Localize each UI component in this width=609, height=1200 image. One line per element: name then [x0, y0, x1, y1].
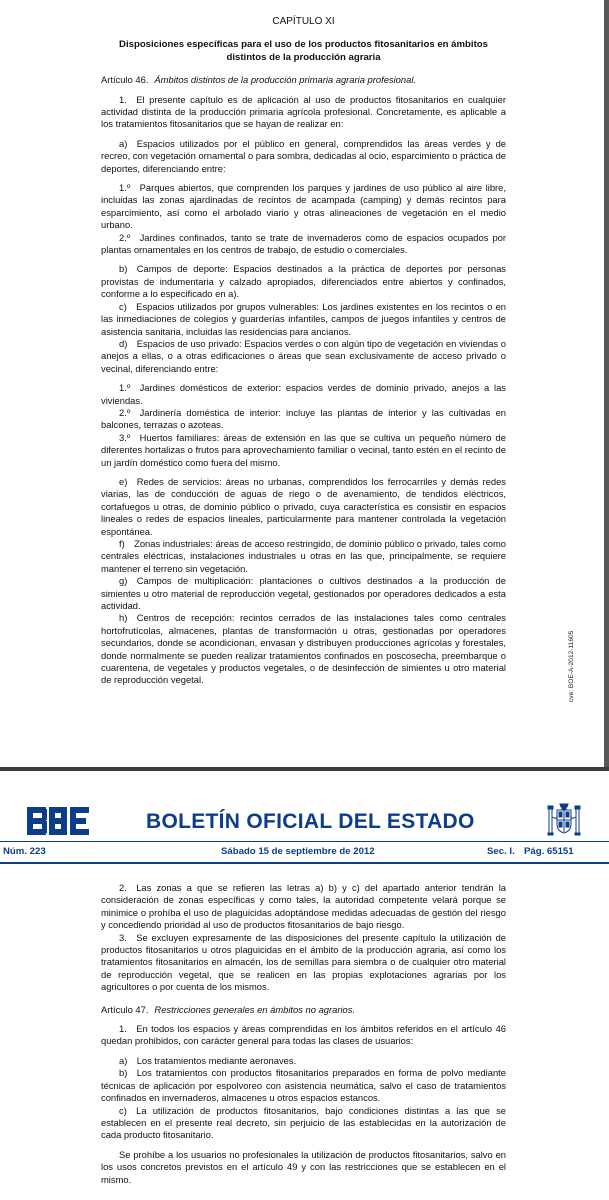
- article-47-heading: [101, 1004, 506, 1016]
- paragraph: b) Los tratamientos con productos fitosanitarios preparados en forma de polvo mediante técnicas de aplicación por espolvoreo con asistencia neumática, salvo el caso de tratamientos confinados en invernaderos, almacenes u otros espacios estancos.: [101, 1067, 506, 1104]
- header-info-bar: [0, 846, 609, 860]
- article-46-heading: [101, 74, 506, 86]
- paragraph: f) Zonas industriales: áreas de acceso restringido, de dominio público o privado, tales como centrales eléctricas, instalaciones industriales u otras en las que, principalmente, se requiere mantener el terreno sin vegetación.: [101, 538, 506, 574]
- paragraph: 1. El presente capítulo es de aplicación al uso de productos fitosanitarios en cualquier actividad distinta de la producción primaria agrícola profesional. Concretamente, es aplicable a los tratamientos fitosanitarios que se hayan de realizar en:: [101, 93, 506, 130]
- paragraph: h) Centros de recepción: recintos cerrados de las instalaciones tales como centrales hortofrutícolas, almacenes, plantas de transformación u otras, gestionadas por operadores secundarios, donde se acondicionan, envasan y distribuyen producciones agrícolas y forestales, donde normalmente se pueden realizar tratamientos confinados en poscosecha, preembarque o cuarentena, de vegetales y productos vegetales, o de desinfección de simientes u otro material de reproducción vegetal.: [101, 612, 506, 686]
- coat-of-arms-icon: [545, 801, 583, 839]
- paragraph: 1.º Jardines domésticos de exterior: espacios verdes de dominio privado, anejos a las viviendas.: [101, 382, 506, 406]
- paragraph: Se prohíbe a los usuarios no profesionales la utilización de productos fitosanitarios, salvo en los usos concretos previstos en el artículo 49 y con las restricciones que se establecen en el mismo.: [101, 1148, 506, 1185]
- paragraph: c) La utilización de productos fitosanitarios, bajo condiciones distintas a las que se establecen en el presente real decreto, sin perjuicio de las establecidas en la autorización de cada producto fitosanitario.: [101, 1104, 506, 1141]
- page-2-content: [101, 882, 506, 1186]
- paragraph: 2.º Jardinería doméstica de interior: incluye las plantas de interior y las cultivadas en balcones, terrazas o azoteas.: [101, 406, 506, 431]
- paragraph: g) Campos de multiplicación: plantaciones o cultivos destinados a la producción de simientes u otro material de reproducción vegetal, gestionados por operadores dedicados a esta actividad.: [101, 575, 506, 612]
- paragraph: e) Redes de servicios: áreas no urbanas, comprendidos los ferrocarriles y demás redes viarias, las de conducción de aguas de riego o de avenamiento, de tendidos eléctricos, cortafuegos u otras, de dominio público o privado, cuya característica es consistir en espacios lineales o redes de espacios lineales, particularmente para mantener controlada la vegetación espontánea.: [101, 475, 506, 537]
- section-title: Disposiciones específicas para el uso de los productos fitosanitarios en ámbitos distintos de la producción agraria: [119, 39, 488, 63]
- paragraph: b) Campos de deporte: Espacios destinados a la práctica de deportes por personas provistas de indumentaria y calzado apropiados, diferenciados entre abiertos y confinados, conforme a lo especificado en a).: [101, 263, 506, 300]
- article-number: Artículo 47.: [101, 1003, 149, 1015]
- paragraph: a) Los tratamientos mediante aeronaves.: [119, 1054, 297, 1066]
- paragraph: a) Espacios utilizados por el público en general, comprendidos las áreas verdes y de recreo, con vegetación ornamental o para sombra, dedicadas al ocio, esparcimiento o práctica de deportes, diferenciando entre:: [101, 137, 506, 174]
- page-shadow: [604, 0, 609, 767]
- paragraph: d) Espacios de uso privado: Espacios verdes o con algún tipo de vegetación en viviendas o anejos a ellas, o a otras edificaciones o áreas que sean exclusivamente de acceso privado o vecinal, diferenciando entre:: [101, 337, 506, 374]
- paragraph: 1. En todos los espacios y áreas comprendidas en los ámbitos referidos en el artículo 46 quedan prohibidos, con carácter general para todas las clases de usuarios:: [101, 1023, 506, 1047]
- article-title: Ámbitos distintos de la producción primaria agraria profesional.: [154, 74, 417, 86]
- paragraph: 3. Se excluyen expresamente de las disposiciones del presente capítulo la utilización de productos fitosanitarios u otros plaguicidas en el ámbito de la producción agraria, así como los tratamientos fitosanitarios en almacén, los de semillas para siembra o de cualquier otro material de reproducción vegetal, que se realicen en las propias explotaciones agrarias por los agricultores o por cuenta de los mismos.: [101, 931, 506, 993]
- article-title: Restricciones generales en ámbitos no agrarios.: [154, 1003, 356, 1015]
- section-label: Sec. I.: [487, 846, 515, 857]
- paragraph: c) Espacios utilizados por grupos vulnerables: Los jardines existentes en los recintos o en las inmediaciones de colegios y guarderías infantiles, campos de juegos infantiles y centros de asistencia sanitaria, incluidas las residencias para ancianos.: [101, 300, 506, 337]
- issue-date: Sábado 15 de septiembre de 2012: [221, 846, 375, 857]
- paragraph: 2. Las zonas a que se refieren las letras a) b) y c) del apartado anterior tendrán la consideración de zonas específicas y como tales, la autoridad competente velará porque se minimice o prohíba el uso de plaguicidas adoptándose medidas adecuadas de gestión del riesgo y concediendo prioridad al uso de productos fitosanitarios de bajo riesgo.: [101, 882, 506, 931]
- page-1-content: [101, 13, 506, 687]
- article-number: Artículo 46.: [101, 74, 149, 86]
- issue-number: Núm. 223: [3, 846, 46, 857]
- boe-logo-icon: [27, 807, 89, 835]
- header-rule-bottom: [0, 862, 609, 864]
- paragraph: 1.º Parques abiertos, que comprenden los parques y jardines de uso público al aire libre, incluidas las zonas ajardinadas de recintos de acampada (camping) y demás recintos para esparcimiento, así como el arbolado viario y otras alineaciones de vegetación en el medio urbano.: [101, 182, 506, 231]
- boe-header-title: BOLETÍN OFICIAL DEL ESTADO: [146, 810, 475, 833]
- page-number: Pág. 65151: [524, 846, 574, 857]
- cve-identifier: cve: BOE-A-2012-11605: [568, 630, 575, 702]
- chapter-heading: CAPÍTULO XI: [272, 16, 335, 27]
- header-rule-top: [0, 841, 609, 842]
- paragraph: 2.º Jardines confinados, tanto se trate de invernaderos como de espacios ocupados por plantas ornamentales en los centros de trabajo, de estudio o comerciales.: [101, 231, 506, 256]
- paragraph: 3.º Huertos familiares: áreas de extensión en las que se cultiva un pequeño número de diferentes hortalizas o frutos para aprovechamiento familiar o vecinal, tanto estén en el recinto de un jardín doméstico como fuera del mismo.: [101, 431, 506, 468]
